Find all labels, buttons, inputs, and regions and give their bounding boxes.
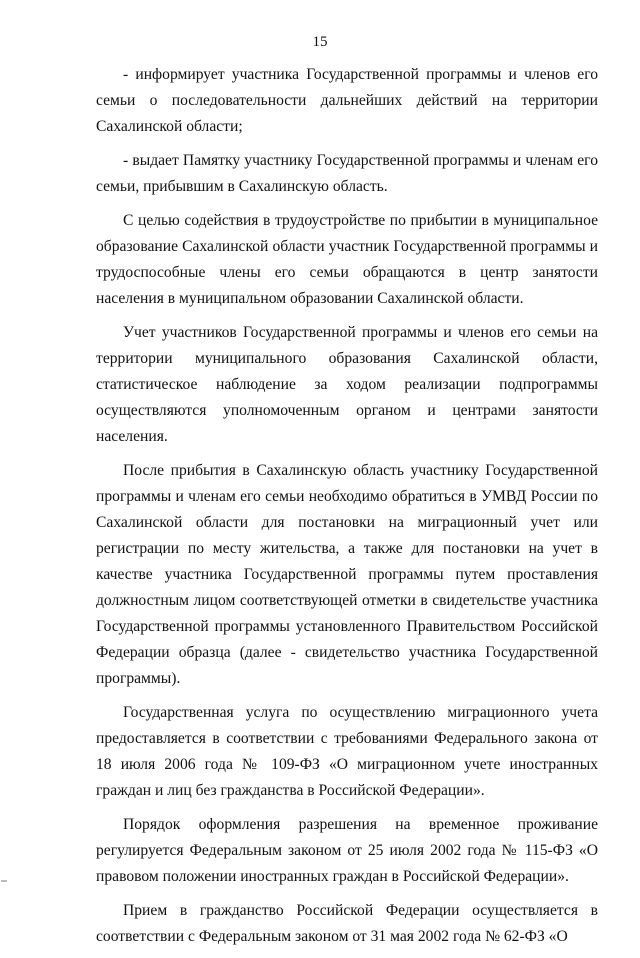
paragraph-participant-accounting: Учет участников Государственной программы и членов его семьи на территории муниципального образования Сахалинской области, статистическое наблюдение за ходом реализации подпрограммы осуществляются уполномоченным органом и центрами занятости населения. xyxy=(96,324,598,445)
paragraph-employment-assistance: С целью содействия в трудоустройстве по прибытии в муниципальное образование Сахалинской области участник Государственной программы и трудоспособные члены его семьи обращаются в центр занятости населения в муниципальном образовании Сахалинской области. xyxy=(96,212,598,307)
paragraph-temporary-residence: Порядок оформления разрешения на временное проживание регулируется Федеральным законом от 25 июля 2002 года № 115-ФЗ «О правовом положении иностранных граждан в Российской Федерации». xyxy=(96,816,598,885)
paragraph-issues-memo: - выдает Памятку участнику Государственной программы и членам его семьи, прибывшим в Сахалинскую область. xyxy=(96,152,598,195)
paragraph-citizenship-admission: Прием в гражданство Российской Федерации осуществляется в соответствии с Федеральным законом от 31 мая 2002 года № 62-ФЗ «О xyxy=(96,902,598,945)
paragraph-informs-participant: - информирует участника Государственной программы и членов его семьи о последовательности дальнейших действий на территории Сахалинской области; xyxy=(96,66,598,135)
scan-artifact xyxy=(1,880,7,882)
body-text xyxy=(96,62,598,958)
paragraph-after-arrival: После прибытия в Сахалинскую область участнику Государственной программы и членам его семьи необходимо обратиться в УМВД России по Сахалинской области для постановки на миграционный учет или регистрации по месту жительства, а также для постановки на учет в качестве участника Государственной программы путем проставления должностным лицом соответствующей отметки в свидетельстве участника Государственной программы установленного Правительством Российской Федерации образца (далее - свидетельство участника Государственной программы). xyxy=(96,462,598,687)
page-number: 15 xyxy=(312,34,328,50)
paragraph-migration-registration: Государственная услуга по осуществлению миграционного учета предоставляется в соответствии с требованиями Федерального закона от 18 июля 2006 года № 109-ФЗ «О миграционном учете иностранных граждан и лиц без гражданства в Российской Федерации». xyxy=(96,704,598,799)
